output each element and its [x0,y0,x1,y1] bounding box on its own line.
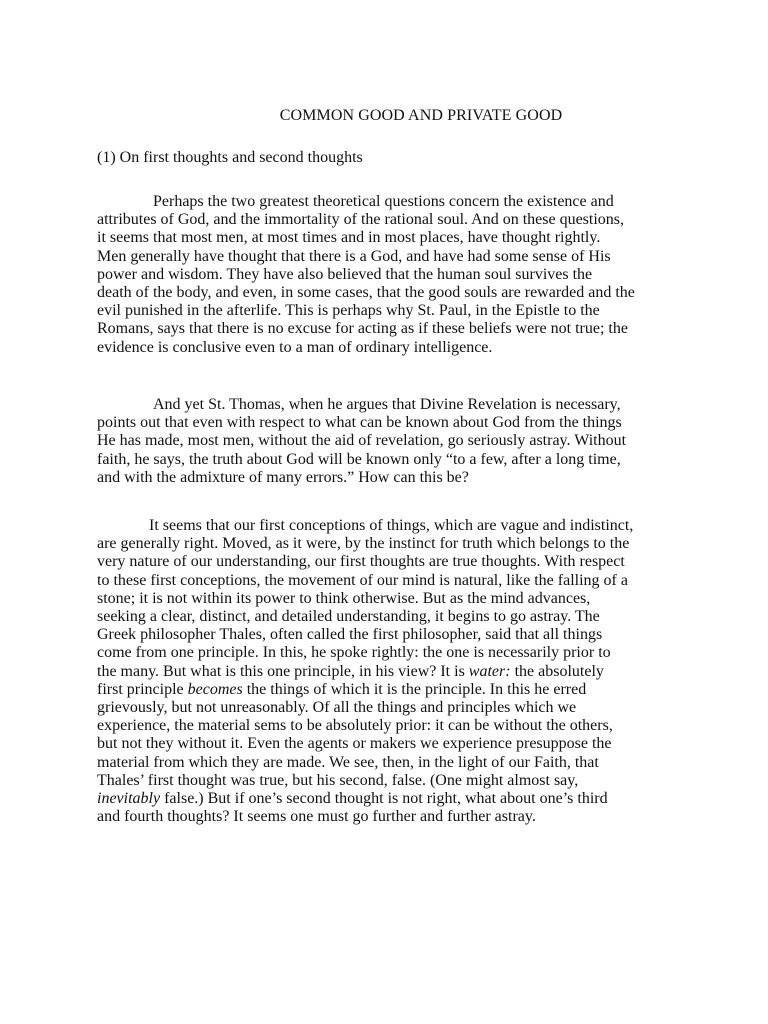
italic-text: inevitably [97,790,161,808]
paragraph-line [97,663,682,681]
paragraph-1 [97,193,682,357]
paragraph-line: very nature of our understanding, our first thoughts are true thoughts. With respect [97,553,625,571]
paragraph-line: faith, he says, the truth about God will be known only “to a few, after a long time, [97,450,621,468]
paragraph-line: experience, the material sems to be absolutely prior: it can be without the others, [97,717,613,735]
paragraph-line [97,790,682,808]
paragraph-line: it seems that most men, at most times and in most places, have thought rightly. [97,229,601,247]
paragraph-line: seeking a clear, distinct, and detailed understanding, it begins to go astray. The [97,608,600,626]
paragraph-line: It seems that our first conceptions of things, which are vague and indistinct, [149,517,634,534]
italic-text: water: [468,662,511,680]
page-title: COMMON GOOD AND PRIVATE GOOD [279,107,563,124]
paragraph-line: stone; it is not within its power to think otherwise. But as the mind advances, [97,589,591,607]
paragraph-line: He has made, most men, without the aid of revelation, go seriously astray. Without [97,432,627,450]
paragraph-line: Greek philosopher Thales, often called the first philosopher, said that all things [97,626,603,644]
paragraph-line: Thales’ first thought was true, but his second, false. (One might almost say, [97,771,579,789]
paragraph-line: Men generally have thought that there is a God, and have had some sense of His [97,247,611,265]
text-run: the absolutely [510,662,604,680]
paragraph-line: come from one principle. In this, he spoke rightly: the one is necessarily prior to [97,644,611,662]
text-run: the things of which it is the principle. In this he erred [242,680,587,698]
paragraph-line: Perhaps the two greatest theoretical questions concern the existence and [153,193,614,210]
paragraph-line: death of the body, and even, in some cases, that the good souls are rewarded and the [97,284,635,302]
text-run: false.) But if one’s second thought is not right, what about one’s third [160,790,608,808]
paragraph-line: are generally right. Moved, as it were, by the instinct for truth which belongs to the [97,535,630,553]
italic-text: becomes [187,680,243,698]
paragraph-line: power and wisdom. They have also believed that the human soul survives the [97,265,593,283]
paragraph-line: points out that even with respect to what can be known about God from the things [97,414,622,432]
paragraph-line: but not they without it. Even the agents or makers we experience presuppose the [97,735,612,753]
paragraph-line: Romans, says that there is no excuse for acting as if these beliefs were not true; the [97,320,628,338]
text-run: the many. But what is this one principle, in his view? It is [97,662,469,680]
paragraph-line [97,681,682,699]
paragraph-line: evidence is conclusive even to a man of ordinary intelligence. [97,338,493,356]
paragraph-line: material from which they are made. We see, then, in the light of our Faith, that [97,753,599,771]
paragraph-line: evil punished in the afterlife. This is perhaps why St. Paul, in the Epistle to the [97,302,600,320]
paragraph-line: attributes of God, and the immortality of the rational soul. And on these questions, [97,211,625,229]
paragraph-3 [97,517,682,826]
paragraph-line: and fourth thoughts? It seems one must go further and further astray. [97,808,536,826]
paragraph-line: to these first conceptions, the movement of our mind is natural, like the falling of a [97,571,628,589]
text-run: first principle [97,680,188,698]
paragraph-2 [97,396,682,487]
section-heading: (1) On first thoughts and second thoughts [97,149,363,166]
paragraph-line: and with the admixture of many errors.” How can this be? [97,468,469,486]
paragraph-line: grievously, but not unreasonably. Of all the things and principles which we [97,699,577,717]
paragraph-line: And yet St. Thomas, when he argues that Divine Revelation is necessary, [153,396,621,413]
